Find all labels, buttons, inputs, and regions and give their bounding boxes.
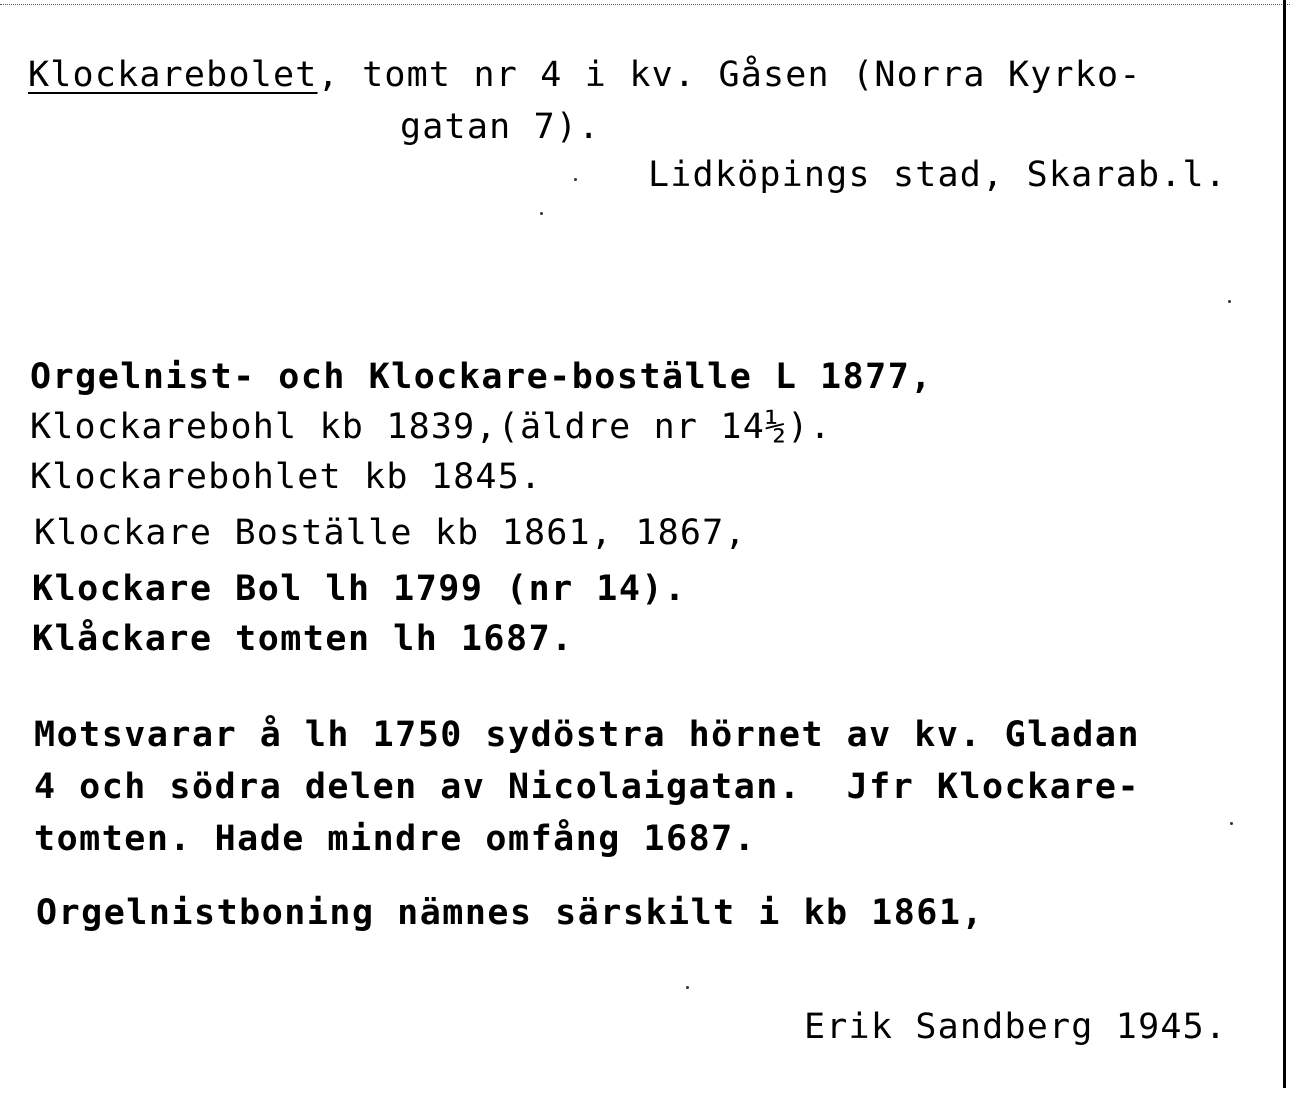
scan-speck [1228, 300, 1231, 303]
note-line-3: tomten. Hade mindre omfång 1687. [34, 819, 757, 859]
name-form-1: Orgelnist- och Klockare-boställe L 1877, [30, 357, 933, 397]
place-name: Klockarebolet [28, 55, 318, 95]
name-form-4: Klockare Boställe kb 1861, 1867, [34, 513, 747, 553]
note-line-4: Orgelnistboning nämnes särskilt i kb 1861, [36, 893, 985, 933]
header-line-1-rest: , tomt nr 4 i kv. Gåsen (Norra Kyrko- [317, 55, 1142, 95]
signature: Erik Sandberg 1945. [804, 1007, 1228, 1047]
name-form-2: Klockarebohl kb 1839,(äldre nr 14½). [30, 407, 832, 447]
scan-speck [686, 986, 689, 989]
card-top-edge [0, 4, 1290, 5]
name-form-5: Klockare Bol lh 1799 (nr 14). [32, 569, 687, 609]
header-line-2: gatan 7). [400, 107, 601, 147]
header-line-1 [28, 55, 1142, 95]
note-line-1: Motsvarar å lh 1750 sydöstra hörnet av kv. Gladan [34, 715, 1141, 755]
name-form-3: Klockarebohlet kb 1845. [30, 457, 543, 497]
name-form-6: Klåckare tomten lh 1687. [32, 619, 574, 659]
card-right-edge [1283, 0, 1286, 1088]
header-line-3: Lidköpings stad, Skarab.l. [648, 155, 1228, 195]
scan-speck [574, 178, 577, 181]
scan-speck [1230, 822, 1233, 825]
scan-speck [540, 212, 543, 215]
note-line-2: 4 och södra delen av Nicolaigatan. Jfr Klockare- [34, 767, 1141, 807]
